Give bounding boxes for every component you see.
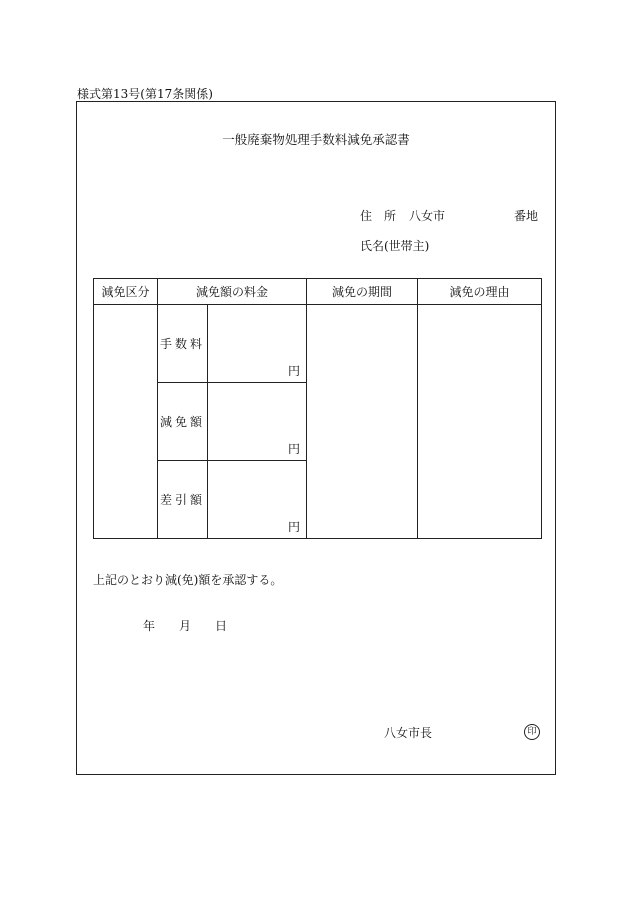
address-label: 住 所 (360, 209, 397, 223)
date-day: 日 (215, 619, 228, 633)
yen-unit: 円 (287, 520, 300, 534)
form-code: 様式第13号(第17条関係) (77, 87, 213, 101)
header-reason: 減免の理由 (418, 279, 542, 305)
table-row (94, 305, 542, 383)
date-year: 年 (143, 619, 156, 633)
header-category: 減免区分 (94, 279, 158, 305)
header-amount: 減免額の料金 (158, 279, 307, 305)
balance-amount-cell (208, 461, 307, 539)
seal-mark-icon (524, 723, 540, 740)
address-city: 八女市 (409, 209, 446, 223)
yen-unit: 円 (287, 364, 300, 378)
row-label-reduction: 減免額 (158, 383, 208, 461)
category-cell (94, 305, 158, 539)
issuer-name: 八女市長 (384, 726, 433, 740)
yen-unit: 円 (287, 442, 300, 456)
row-label-balance: 差引額 (158, 461, 208, 539)
reduction-amount-cell (208, 383, 307, 461)
reduction-table (93, 278, 542, 539)
table-header-row (94, 279, 542, 305)
seal-text: 印 (524, 724, 540, 740)
form-frame (76, 101, 556, 775)
approval-text: 上記のとおり減(免)額を承認する。 (93, 573, 283, 587)
period-cell (307, 305, 418, 539)
address-suffix: 番地 (514, 209, 539, 223)
fee-amount-cell (208, 305, 307, 383)
name-label: 氏名(世帯主) (360, 239, 430, 253)
header-period: 減免の期間 (307, 279, 418, 305)
date-line (143, 617, 227, 634)
reason-cell (418, 305, 542, 539)
row-label-fee: 手数料 (158, 305, 208, 383)
date-month: 月 (179, 619, 192, 633)
document-title: 一般廃棄物処理手数料減免承認書 (222, 132, 410, 147)
